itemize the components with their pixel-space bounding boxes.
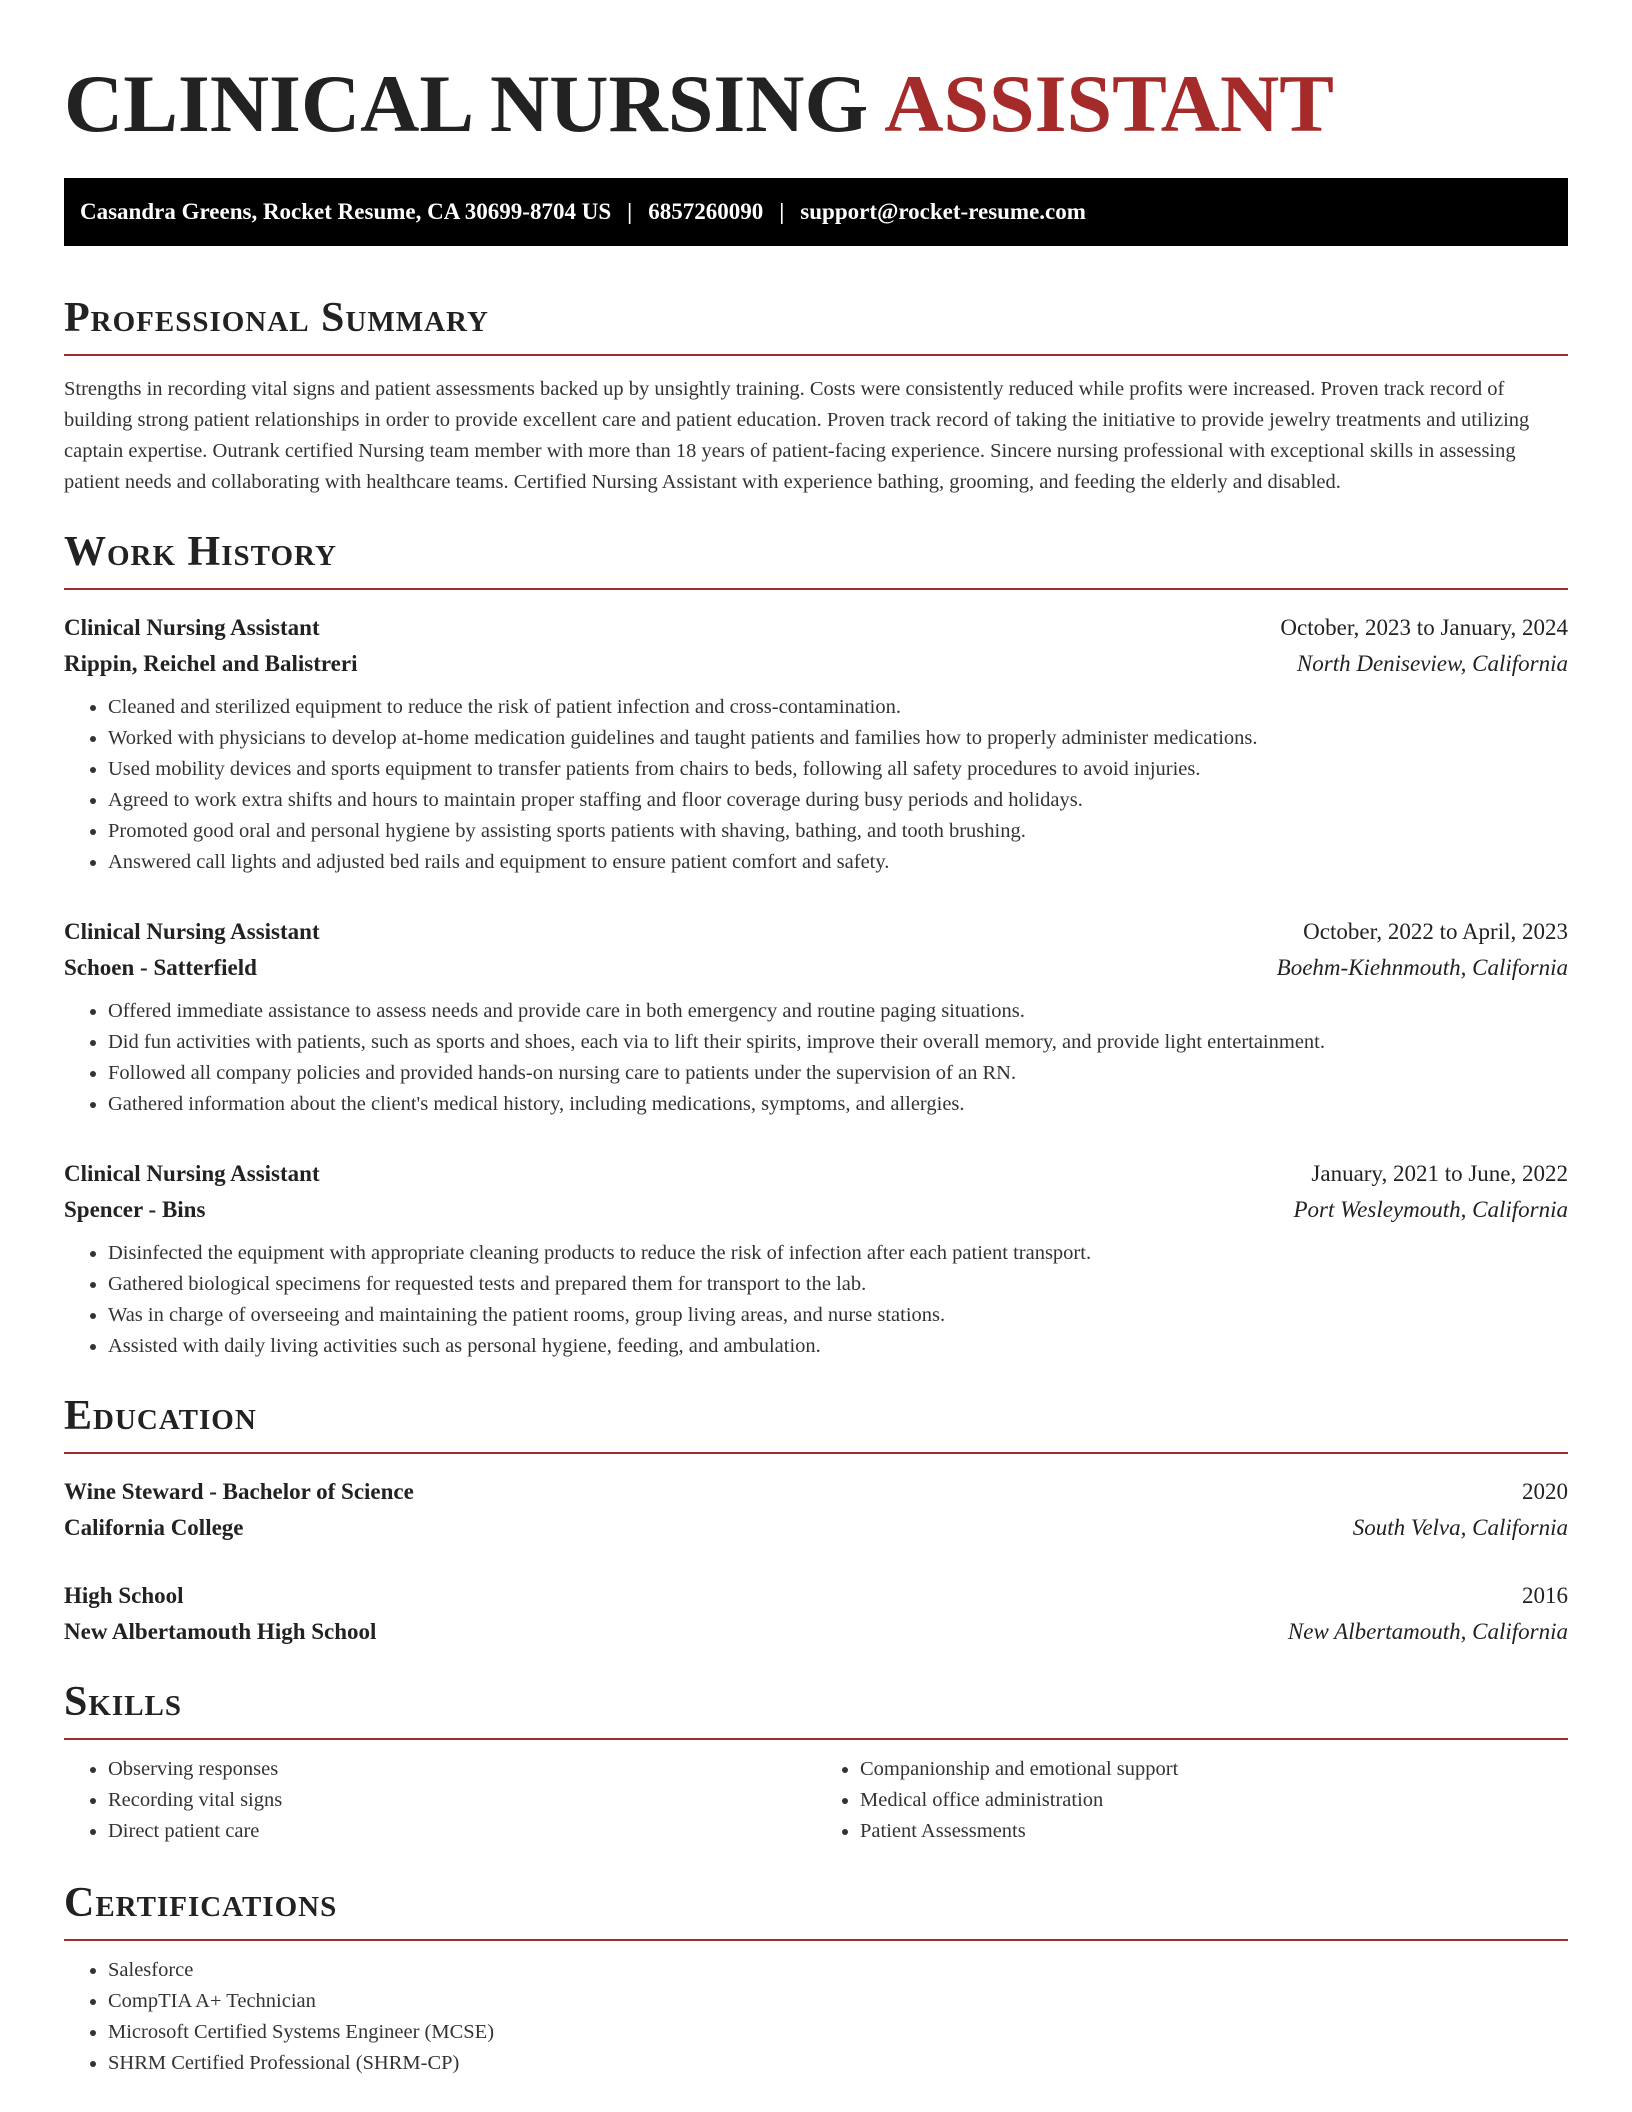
job-company: Rippin, Reichel and Balistreri xyxy=(64,651,358,676)
list-item: • Worked with physicians to develop at-home medication guidelines and taught patients and families how to properly administer medications. xyxy=(108,723,1568,754)
job-bullets xyxy=(64,996,1568,1120)
list-item: • CompTIA A+ Technician xyxy=(108,1986,1568,2017)
job-location: Boehm-Kiehnmouth, California xyxy=(1276,955,1568,980)
title-main: CLINICAL NURSING xyxy=(64,58,869,149)
job-title: Clinical Nursing Assistant xyxy=(64,615,320,640)
list-item: • Promoted good oral and personal hygiene by assisting sports patients with shaving, bathing, and tooth brushing. xyxy=(108,816,1568,847)
certifications-section xyxy=(64,1879,1568,2079)
job-title: Clinical Nursing Assistant xyxy=(64,919,320,944)
list-item: • Patient Assessments xyxy=(860,1816,1568,1847)
section-heading: Education xyxy=(64,1393,257,1439)
certifications-list xyxy=(64,1955,1568,2079)
job-company: Spencer - Bins xyxy=(64,1197,206,1222)
list-item: • Assisted with daily living activities such as personal hygiene, feeding, and ambulation. xyxy=(108,1331,1568,1362)
job-dates: January, 2021 to June, 2022 xyxy=(1311,1161,1568,1186)
skills-list-right xyxy=(816,1754,1568,1847)
list-item: • Direct patient care xyxy=(108,1816,816,1847)
job-company: Schoen - Satterfield xyxy=(64,955,257,980)
list-item: • Medical office administration xyxy=(860,1785,1568,1816)
list-item: • Answered call lights and adjusted bed rails and equipment to ensure patient comfort and safety. xyxy=(108,847,1568,878)
education-year: 2016 xyxy=(1522,1583,1568,1608)
title-accent: ASSISTANT xyxy=(884,58,1334,149)
resume-title xyxy=(64,0,1568,152)
list-item: • Microsoft Certified Systems Engineer (MCSE) xyxy=(108,2017,1568,2048)
section-divider xyxy=(64,1738,1568,1740)
job-bullets xyxy=(64,692,1568,878)
section-divider xyxy=(64,1939,1568,1941)
contact-separator: | xyxy=(779,199,785,224)
job-location: North Deniseview, California xyxy=(1296,651,1568,676)
list-item: • SHRM Certified Professional (SHRM-CP) xyxy=(108,2048,1568,2079)
list-item: • Was in charge of overseeing and maintaining the patient rooms, group living areas, and nurse stations. xyxy=(108,1300,1568,1331)
education-school: New Albertamouth High School xyxy=(64,1619,377,1644)
job-location: Port Wesleymouth, California xyxy=(1293,1197,1568,1222)
job-entry xyxy=(64,914,1568,1120)
section-divider xyxy=(64,354,1568,356)
education-section xyxy=(64,1392,1568,1650)
education-year: 2020 xyxy=(1522,1479,1568,1504)
job-entry xyxy=(64,610,1568,878)
list-item: • Gathered biological specimens for requested tests and prepared them for transport to the lab. xyxy=(108,1269,1568,1300)
section-heading: Certifications xyxy=(64,1880,338,1926)
work-history-section xyxy=(64,528,1568,1362)
list-item: • Disinfected the equipment with appropriate cleaning products to reduce the risk of infection after each patient transport. xyxy=(108,1238,1568,1269)
education-entry xyxy=(64,1474,1568,1546)
education-school: California College xyxy=(64,1515,244,1540)
section-divider xyxy=(64,1452,1568,1454)
list-item: • Cleaned and sterilized equipment to reduce the risk of patient infection and cross-contamination. xyxy=(108,692,1568,723)
list-item: • Salesforce xyxy=(108,1955,1568,1986)
education-entry xyxy=(64,1578,1568,1650)
job-title: Clinical Nursing Assistant xyxy=(64,1161,320,1186)
skills-grid xyxy=(64,1754,1568,1847)
job-bullets xyxy=(64,1238,1568,1362)
list-item: • Used mobility devices and sports equipment to transfer patients from chairs to beds, following all safety procedures to avoid injuries. xyxy=(108,754,1568,785)
section-heading: Skills xyxy=(64,1679,183,1725)
contact-phone: 6857260090 xyxy=(648,199,764,224)
summary-section xyxy=(64,294,1568,498)
education-degree: Wine Steward - Bachelor of Science xyxy=(64,1479,414,1504)
contact-email: support@rocket-resume.com xyxy=(800,199,1086,224)
contact-separator: | xyxy=(627,199,633,224)
list-item: • Gathered information about the client's medical history, including medications, symptoms, and allergies. xyxy=(108,1089,1568,1120)
summary-text: Strengths in recording vital signs and patient assessments backed up by unsightly training. Costs were consistently reduced while profits were increased. Proven track record of building strong patient relationships in order to provide excellent care and patient education. Proven track record of taking the initiative to provide jewelry treatments and utilizing captain expertise. Outrank certified Nursing team member with more than 18 years of patient-facing experience. Sincere nursing professional with exceptional skills in assessing patient needs and collaborating with healthcare teams. Certified Nursing Assistant with experience bathing, grooming, and feeding the elderly and disabled. xyxy=(64,378,1530,493)
contact-bar xyxy=(64,178,1568,246)
education-location: South Velva, California xyxy=(1352,1515,1568,1540)
list-item: • Did fun activities with patients, such as sports and shoes, each via to lift their spirits, improve their overall memory, and provide light entertainment. xyxy=(108,1027,1568,1058)
list-item: • Observing responses xyxy=(108,1754,816,1785)
section-heading: Work History xyxy=(64,529,337,575)
job-entry xyxy=(64,1156,1568,1362)
job-dates: October, 2022 to April, 2023 xyxy=(1303,919,1568,944)
list-item: • Companionship and emotional support xyxy=(860,1754,1568,1785)
section-heading: Professional Summary xyxy=(64,295,489,341)
education-location: New Albertamouth, California xyxy=(1287,1619,1568,1644)
contact-address: Casandra Greens, Rocket Resume, CA 30699-8704 US xyxy=(80,199,612,224)
list-item: • Followed all company policies and provided hands-on nursing care to patients under the supervision of an RN. xyxy=(108,1058,1568,1089)
job-dates: October, 2023 to January, 2024 xyxy=(1280,615,1568,640)
list-item: • Recording vital signs xyxy=(108,1785,816,1816)
skills-section xyxy=(64,1678,1568,1847)
section-divider xyxy=(64,588,1568,590)
list-item: • Agreed to work extra shifts and hours to maintain proper staffing and floor coverage during busy periods and holidays. xyxy=(108,785,1568,816)
list-item: • Offered immediate assistance to assess needs and provide care in both emergency and routine paging situations. xyxy=(108,996,1568,1027)
education-degree: High School xyxy=(64,1583,184,1608)
skills-list-left xyxy=(64,1754,816,1847)
